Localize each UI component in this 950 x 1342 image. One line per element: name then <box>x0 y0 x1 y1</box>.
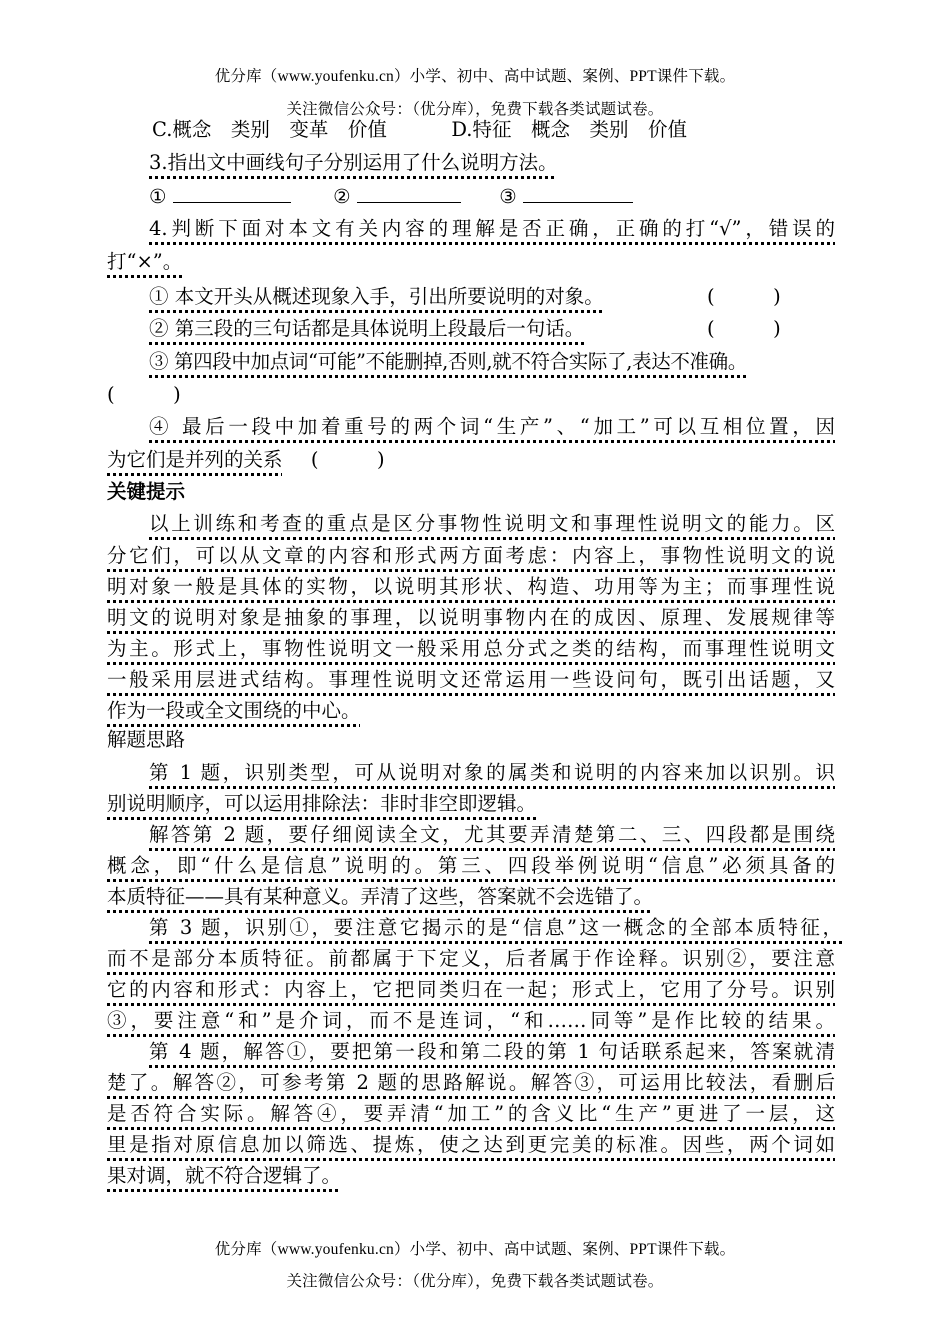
q4-item-3-text: ③ 第四段中加点词“可能”不能删掉,否则,就不符合实际了,表达不准确。 <box>149 350 747 373</box>
page-header-line1: 优分库（www.youfenku.cn）小学、初中、高中试题、案例、PPT课件下载。 <box>214 68 736 85</box>
page-header-line2: 关注微信公众号：（优分库），免费下载各类试题试卷。 <box>286 101 664 118</box>
question-4-line1: 4.判断下面对本文有关内容的理解是否正确，正确的打“√”，错误的 <box>149 217 835 240</box>
q4-item-2-text: ② 第三段的三句话都是具体说明上段最后一句话。 <box>149 317 585 340</box>
thinking-line: 解答第 2 题，要仔细阅读全文，尤其要弄清楚第二、三、四段都是围绕 <box>149 823 835 846</box>
tips-line: 明文的说明对象是抽象的事理，以说明事物内在的成因、原理、发展规律等 <box>107 606 835 629</box>
thinking-line: 里是指对原信息加以筛选、提炼，使之达到更完美的标准。因些，两个词如 <box>107 1133 835 1156</box>
q4-item-1 <box>107 286 835 308</box>
tips-line: 作为一段或全文围绕的中心。 <box>107 699 361 722</box>
thinking-line: 别说明顺序，可以运用排除法：非时非空即逻辑。 <box>107 792 537 815</box>
q4-item-2 <box>107 318 835 340</box>
thinking-line: 概念，即“什么是信息”说明的。第三、四段举例说明“信息”必须具备的 <box>107 854 835 877</box>
q4-item-1-answer[interactable]: ( ) <box>707 285 781 308</box>
page-footer-line1: 优分库（www.youfenku.cn）小学、初中、高中试题、案例、PPT课件下载。 <box>214 1241 736 1258</box>
tips-line: 一般采用层进式结构。事理性说明文还常运用一些设问句，既引出话题，又 <box>107 668 835 691</box>
tips-line: 明对象一般是具体的实物，以说明其形状、构造、功用等为主；而事理性说 <box>107 575 835 598</box>
option-c: C.概念 类别 变革 价值 <box>152 118 387 141</box>
question-3: 3.指出文中画线句子分别运用了什么说明方法。 <box>149 151 558 174</box>
blank-3[interactable] <box>523 184 633 203</box>
blank-1[interactable] <box>173 184 291 203</box>
q4-item-4-answer[interactable]: ( ) <box>310 448 385 471</box>
thinking-heading: 解题思路 <box>107 728 186 751</box>
tips-line: 为主。形式上，事物性说明文一般采用总分式之类的结构，而事理性说明文 <box>107 637 835 660</box>
q4-item-4-line1: ④ 最后一段中加着重号的两个词“生产”、“加工”可以互相位置，因 <box>149 415 835 438</box>
thinking-line: 而不是部分本质特征。前都属于下定义，后者属于作诠释。识别②，要注意 <box>107 947 835 970</box>
blank-1-label: ① <box>149 185 167 208</box>
thinking-line: 是否符合实际。解答④，要弄清“加工”的含义比“生产”更进了一层，这 <box>107 1102 835 1125</box>
thinking-line: 第 4 题，解答①，要把第一段和第二段的第 1 句话联系起来，答案就清 <box>149 1040 835 1063</box>
blank-3-label: ③ <box>499 185 517 208</box>
thinking-line: 果对调，就不符合逻辑了。 <box>107 1164 342 1187</box>
tips-heading: 关键提示 <box>107 480 186 503</box>
q4-item-4-line2 <box>107 449 835 471</box>
tips-line: 以上训练和考查的重点是区分事物性说明文和事理性说明文的能力。区 <box>149 512 835 535</box>
option-d: D.特征 概念 类别 价值 <box>451 118 687 141</box>
thinking-line: ③，要注意“和”是介词，而不是连词，“和……同等”是作比较的结果。 <box>107 1009 835 1032</box>
blank-2[interactable] <box>357 184 461 203</box>
thinking-line: 本质特征——具有某种意义。弄清了这些，答案就不会选错了。 <box>107 885 654 908</box>
thinking-line: 第 1 题，识别类型，可从说明对象的属类和说明的内容来加以识别。识 <box>149 761 835 784</box>
q4-item-4-text: 为它们是并列的关系 <box>107 448 283 471</box>
thinking-line: 它的内容和形式：内容上，它把同类归在一起；形式上，它用了分号。识别 <box>107 978 835 1001</box>
thinking-line: 第 3 题，识别①，要注意它揭示的是“信息”这一概念的全部本质特征， <box>149 916 842 939</box>
q4-item-3-answer[interactable]: ( ) <box>107 383 181 406</box>
q4-item-1-text: ① 本文开头从概述现象入手，引出所要说明的对象。 <box>149 285 604 308</box>
blank-2-label: ② <box>333 185 351 208</box>
question-3-blanks <box>107 184 835 208</box>
question-4-line2: 打“×”。 <box>107 250 183 273</box>
tips-line: 分它们，可以从文章的内容和形式两方面考虑：内容上，事物性说明文的说 <box>107 544 835 567</box>
options-row <box>152 119 842 141</box>
page-footer-line2: 关注微信公众号：（优分库），免费下载各类试题试卷。 <box>286 1273 664 1290</box>
thinking-line: 楚了。解答②，可参考第 2 题的思路解说。解答③，可运用比较法，看删后 <box>107 1071 835 1094</box>
q4-item-2-answer[interactable]: ( ) <box>707 317 781 340</box>
